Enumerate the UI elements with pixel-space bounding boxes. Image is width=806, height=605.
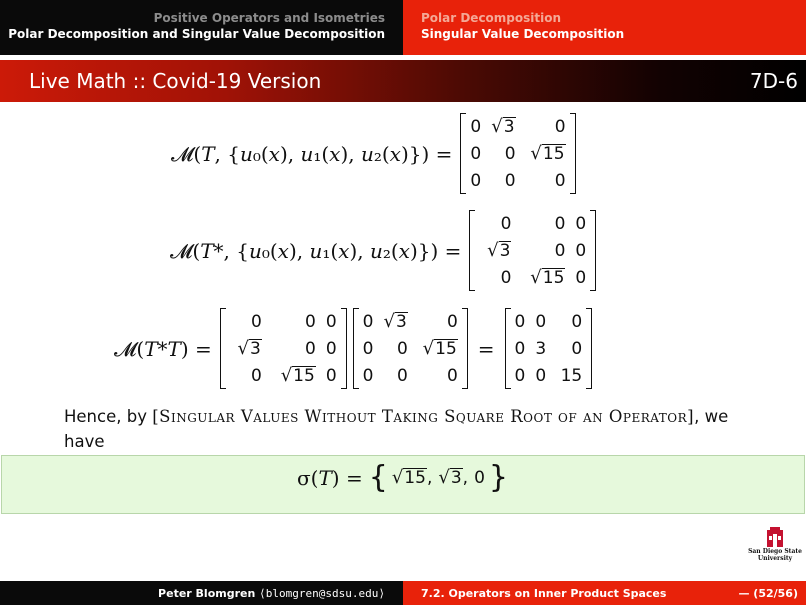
matrix-entry-sqrt: 3 bbox=[503, 117, 515, 137]
footer bbox=[0, 581, 806, 605]
hence-paragraph bbox=[64, 404, 744, 454]
matrix-entry: 0 bbox=[325, 311, 337, 332]
sdsu-logo bbox=[748, 526, 802, 562]
hence-prefix: Hence, by bbox=[64, 407, 153, 426]
footer-right bbox=[403, 581, 806, 605]
nav-link-polar-svd[interactable]: Polar Decomposition and Singular Value Decomposition bbox=[8, 27, 385, 41]
matrix-T-adjoint: 0 0 0 √3 0 0 0 √15 0 bbox=[469, 210, 596, 291]
frame-title-bar bbox=[0, 60, 806, 102]
nav-section-right bbox=[403, 0, 806, 55]
matrix-entry: 0 bbox=[500, 267, 512, 288]
matrix-entry: 0 bbox=[575, 213, 587, 234]
theorem-reference[interactable]: [Singular Values Without Taking Square Root of an Operator] bbox=[152, 407, 695, 426]
matrix-entry-sqrt: 3 bbox=[395, 312, 407, 332]
singular-values-equation bbox=[297, 460, 508, 495]
matrix-entry-sqrt: 3 bbox=[499, 241, 511, 261]
matrix-entry: 0 bbox=[571, 338, 583, 359]
matrix-entry: 0 bbox=[554, 170, 566, 191]
matrix-entry: 0 bbox=[470, 143, 482, 164]
matrix-entry: 0 bbox=[575, 267, 587, 288]
sigma-lhs: σ(𝑇) = bbox=[297, 465, 363, 490]
footer-email[interactable]: ⟨blomgren@sdsu.edu⟩ bbox=[259, 587, 385, 600]
equation-matrix-T bbox=[171, 113, 576, 194]
matrix-entry: 0 bbox=[396, 338, 408, 359]
nav-link-positive-operators[interactable]: Positive Operators and Isometries bbox=[153, 11, 385, 25]
matrix-entry: 0 bbox=[504, 143, 516, 164]
matrix-entry: 0 bbox=[554, 116, 566, 137]
matrix-entry: 0 bbox=[554, 240, 566, 261]
matrix-T: 0 √3 0 0 0 √15 0 0 0 bbox=[460, 113, 575, 194]
matrix-entry: 3 bbox=[535, 338, 547, 359]
result-box bbox=[1, 455, 805, 514]
equation-lhs: 𝓜(𝑇*𝑇) = bbox=[114, 336, 212, 361]
matrix-entry: 0 bbox=[362, 365, 374, 386]
top-navigation bbox=[0, 0, 806, 55]
equals-sign: = bbox=[477, 336, 495, 361]
matrix-entry: 0 bbox=[535, 365, 547, 386]
matrix-T-adjoint-factor: 0 0 0 √3 0 0 0 √15 0 bbox=[220, 308, 347, 389]
matrix-entry: 0 bbox=[304, 311, 316, 332]
matrix-entry: 0 bbox=[470, 116, 482, 137]
matrix-entry: 0 bbox=[362, 311, 374, 332]
slide-number: 7D-6 bbox=[749, 69, 798, 93]
matrix-entry-sqrt: 3 bbox=[249, 339, 261, 359]
nav-link-singular-value-decomposition[interactable]: Singular Value Decomposition bbox=[421, 27, 625, 41]
equation-lhs: 𝓜(𝑇*, {𝑢₀(𝑥), 𝑢₁(𝑥), 𝑢₂(𝑥)}) = bbox=[170, 238, 462, 263]
matrix-entry: 0 bbox=[514, 311, 526, 332]
footer-left bbox=[0, 581, 403, 605]
footer-author: Peter Blomgren bbox=[158, 587, 256, 600]
open-brace: { bbox=[368, 460, 388, 495]
footer-page: — (52/56) bbox=[738, 587, 798, 600]
nav-link-polar-decomposition[interactable]: Polar Decomposition bbox=[421, 11, 562, 25]
footer-section[interactable]: 7.2. Operators on Inner Product Spaces bbox=[421, 587, 667, 600]
matrix-entry: 0 bbox=[250, 365, 262, 386]
matrix-entry: 0 bbox=[575, 240, 587, 261]
matrix-product-result bbox=[505, 308, 593, 389]
matrix-entry: 0 bbox=[362, 338, 374, 359]
matrix-entry: 0 bbox=[500, 213, 512, 234]
hence-suffix: , we have bbox=[64, 407, 729, 451]
frame-title: Live Math :: Covid-19 Version bbox=[29, 69, 322, 93]
matrix-entry: 0 bbox=[514, 365, 526, 386]
close-brace: } bbox=[488, 460, 508, 495]
matrix-entry: 0 bbox=[571, 311, 583, 332]
matrix-entry: 0 bbox=[446, 365, 458, 386]
matrix-entry-sqrt: 15 bbox=[293, 366, 315, 386]
matrix-entry: 0 bbox=[446, 311, 458, 332]
matrix-entry: 0 bbox=[504, 170, 516, 191]
matrix-entry: 15 bbox=[560, 365, 583, 386]
sdsu-crest-icon bbox=[766, 526, 784, 548]
matrix-entry: 0 bbox=[250, 311, 262, 332]
nav-section-left bbox=[0, 0, 403, 55]
matrix-entry: 0 bbox=[514, 338, 526, 359]
matrix-T-factor: 0 √3 0 0 0 √15 0 0 0 bbox=[353, 308, 468, 389]
singular-value: √3, bbox=[438, 467, 469, 488]
equation-matrix-T-adjoint bbox=[170, 210, 596, 291]
matrix-entry: 0 bbox=[396, 365, 408, 386]
matrix-entry-sqrt: 15 bbox=[435, 339, 457, 359]
matrix-entry-sqrt: 15 bbox=[542, 144, 565, 164]
singular-value: √15, bbox=[391, 467, 433, 488]
matrix-entry: 0 bbox=[325, 365, 337, 386]
matrix-entry-sqrt: 15 bbox=[542, 268, 565, 288]
logo-line-2: University bbox=[757, 555, 793, 562]
matrix-entry: 0 bbox=[470, 170, 482, 191]
matrix-entry: 0 bbox=[325, 338, 337, 359]
matrix-entry: 0 bbox=[554, 213, 566, 234]
matrix-entry: 0 bbox=[304, 338, 316, 359]
matrix-entry: 0 bbox=[535, 311, 547, 332]
logo-line-1: San Diego State bbox=[748, 548, 802, 555]
equation-lhs: 𝓜(𝑇, {𝑢₀(𝑥), 𝑢₁(𝑥), 𝑢₂(𝑥)}) = bbox=[171, 141, 453, 166]
singular-value: 0 bbox=[474, 467, 485, 488]
equation-T-adjoint-T bbox=[114, 308, 592, 389]
